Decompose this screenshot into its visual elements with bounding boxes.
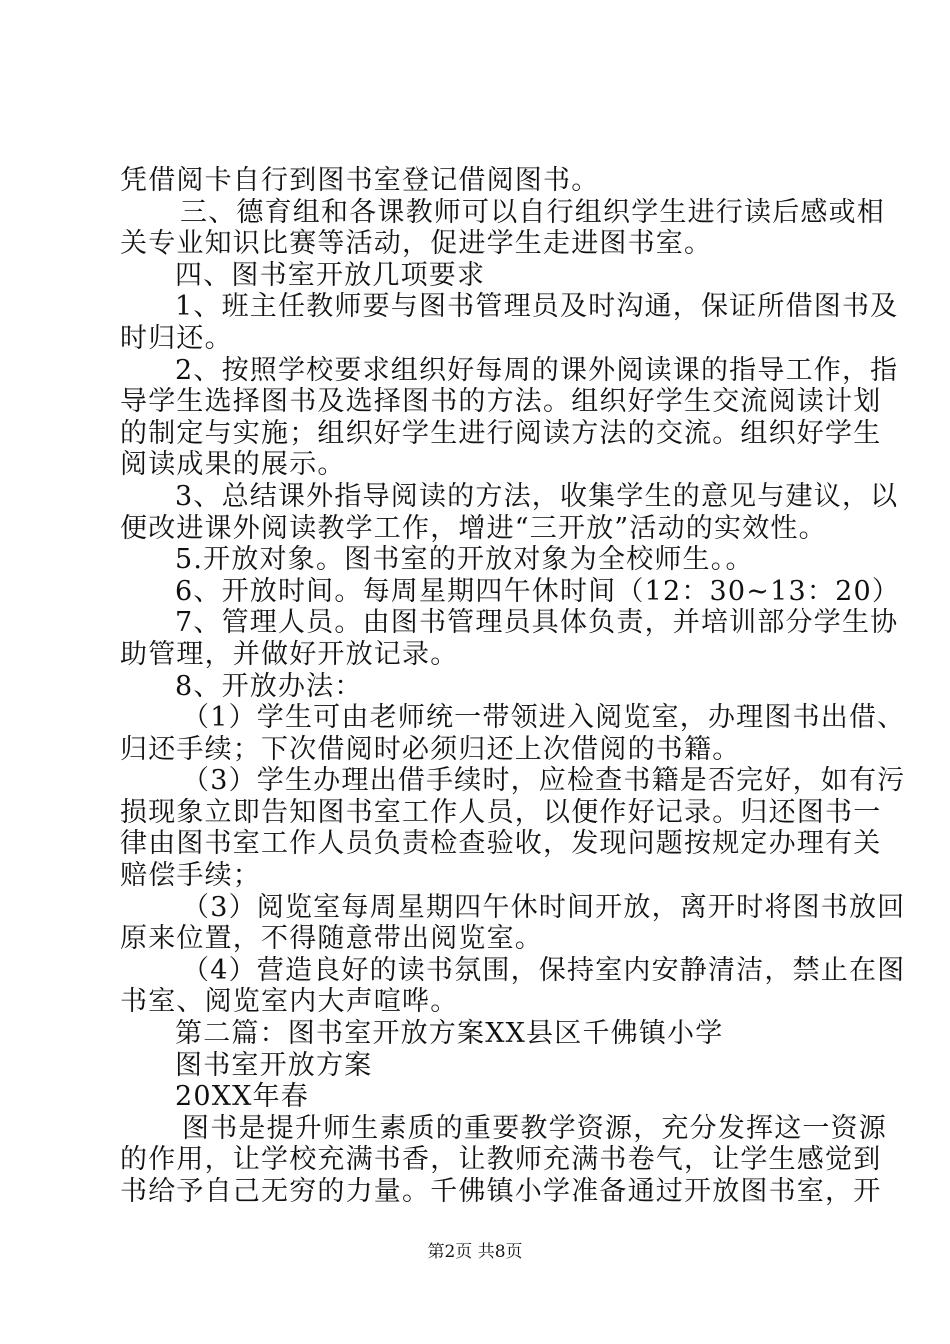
body-line-8: 导学生选择图书及选择图书的方法。组织好学生交流阅读计划: [120, 386, 882, 417]
body-line-9: 的制定与实施；组织好学生进行阅读方法的交流。组织好学生: [120, 418, 882, 449]
body-line-27: 书室、阅览室内大声喧哗。: [120, 986, 459, 1017]
body-line-32: 的作用，让学校充满书香，让教师充满书卷气，让学生感觉到: [120, 1144, 882, 1175]
body-line-26: （4）营造良好的读书氛围，保持室内安静清洁，禁止在图: [182, 955, 906, 986]
body-line-17: 8、开放办法：: [175, 671, 363, 702]
page-number-label: 第2页 共8页: [427, 1242, 523, 1262]
plan-date: 20XX年春: [175, 1081, 309, 1112]
chapter-heading: 第二篇：图书室开放方案XX县区千佛镇小学: [175, 1018, 724, 1049]
body-line-24: （3）阅览室每周星期四午休时间开放，离开时将图书放回: [182, 892, 906, 923]
body-line-33: 书给予自己无穷的力量。千佛镇小学准备通过开放图书室，开: [120, 1176, 882, 1207]
plan-title: 图书室开放方案: [175, 1050, 373, 1081]
body-line-22: 律由图书室工作人员负责检查验收，发现问题按规定办理有关: [120, 828, 882, 859]
body-line-20: （3）学生办理出借手续时，应检查书籍是否完好，如有污: [182, 765, 906, 796]
body-line-2: 三、德育组和各课教师可以自行组织学生进行读后感或相: [180, 197, 885, 228]
body-line-18: （1）学生可由老师统一带领进入阅览室，办理图书出借、: [182, 702, 906, 733]
body-line-23: 赔偿手续；: [120, 860, 261, 891]
body-line-21: 损现象立即告知图书室工作人员，以便作好记录。归还图书一: [120, 797, 882, 828]
body-line-16: 助管理，并做好开放记录。: [120, 639, 459, 670]
body-line-11: 3、总结课外指导阅读的方法，收集学生的意见与建议，以: [175, 481, 899, 512]
body-line-5: 1、班主任教师要与图书管理员及时沟通，保证所借图书及: [175, 291, 899, 322]
body-line-19: 归还手续；下次借阅时必须归还上次借阅的书籍。: [120, 734, 741, 765]
body-line-7: 2、按照学校要求组织好每周的课外阅读课的指导工作，指: [175, 355, 899, 386]
body-line-10: 阅读成果的展示。: [120, 449, 346, 480]
body-line-3: 关专业知识比赛等活动，促进学生走进图书室。: [120, 228, 713, 259]
section-heading-4: 四、图书室开放几项要求: [175, 260, 486, 291]
body-line-31: 图书是提升师生素质的重要教学资源，充分发挥这一资源: [182, 1113, 887, 1144]
body-line-14: 6、开放时间。每周星期四午休时间（12：30~13：20）: [175, 576, 901, 607]
body-line-6: 时归还。: [120, 323, 233, 354]
body-line-25: 原来位置，不得随意带出阅览室。: [120, 923, 543, 954]
body-line-13: 5.开放对象。图书室的开放对象为全校师生。。: [175, 544, 754, 575]
body-line-12: 便改进课外阅读教学工作，增进“三开放”活动的实效性。: [120, 513, 827, 544]
body-line-15: 7、管理人员。由图书管理员具体负责，并培训部分学生协: [175, 607, 899, 638]
page-footer: [0, 1240, 950, 1264]
body-line-1: 凭借阅卡自行到图书室登记借阅图书。: [120, 165, 600, 196]
